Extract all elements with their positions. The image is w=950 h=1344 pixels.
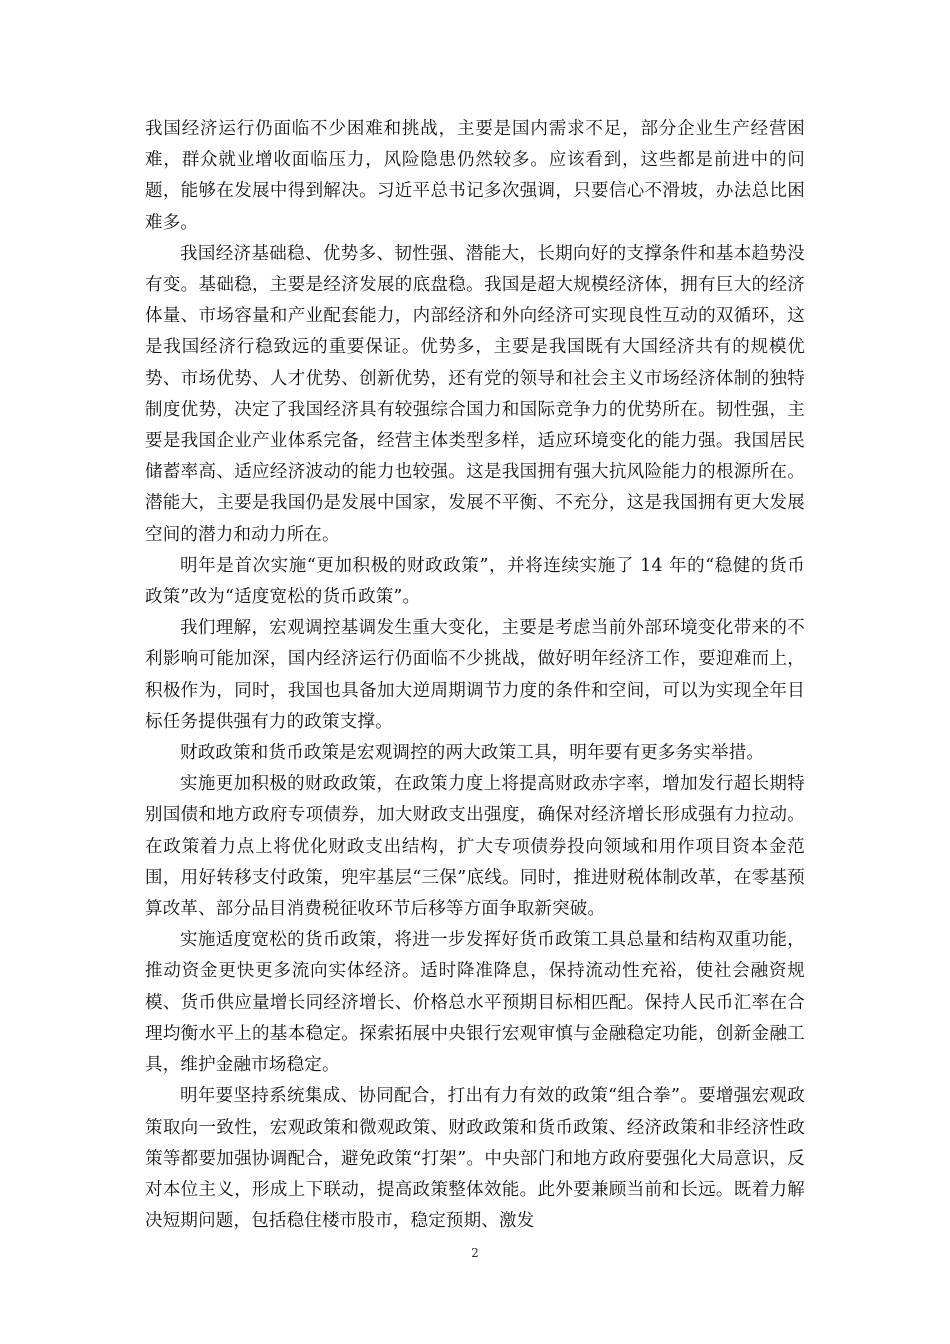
paragraph-policy-change: 明年是首次实施“更加积极的财政政策”，并将连续实施了 14 年的“稳健的货币政策”改为“适度宽松的货币政策”。 [145, 555, 805, 608]
paragraph-economic-strengths: 我国经济基础稳、优势多、韧性强、潜能大，长期向好的支撑条件和基本趋势没有变。基础稳，主要是经济发展的底盘稳。我国是超大规模经济体，拥有巨大的经济体量、市场容量和产业配套能力，内部经济和外向经济可实现良性互动的双循环，这是我国经济行稳致远的重要保证。优势多，主要是我国既有大国经济共有的规模优势、市场优势、人才优势、创新优势，还有党的领导和社会主义市场经济体制的独特制度优势，决定了我国经济具有较强综合国力和国际竞争力的优势所在。韧性强，主要是我国企业产业体系完备，经营主体类型多样，适应环境变化的能力强。我国居民储蓄率高、适应经济波动的能力也较强。这是我国拥有强大抗风险能力的根源所在。潜能大，主要是我国仍是发展中国家，发展不平衡、不充分，这是我国拥有更大发展空间的潜力和动力所在。 [145, 243, 805, 545]
paragraph-macro-adjustment: 我们理解，宏观调控基调发生重大变化，主要是考虑当前外部环境变化带来的不利影响可能加深，国内经济运行仍面临不少挑战，做好明年经济工作，要迎难而上，积极作为，同时，我国也具备加大逆周期调节力度的条件和空间，可以为实现全年目标任务提供强有力的政策支撑。 [145, 618, 805, 732]
paragraph-fiscal-policy: 实施更加积极的财政政策，在政策力度上将提高财政赤字率，增加发行超长期特别国债和地方政府专项债券，加大财政支出强度，确保对经济增长形成强有力拉动。在政策着力点上将优化财政支出结构，扩大专项债券投向领域和用作项目资本金范围，用好转移支付政策，兜牢基层“三保”底线。同时，推进财税体制改革，在零基预算改革、部分品目消费税征收环节后移等方面争取新突破。 [145, 774, 805, 920]
paragraph-policy-coordination: 明年要坚持系统集成、协同配合，打出有力有效的政策“组合拳”。要增强宏观政策取向一致性，宏观政策和微观政策、财政政策和货币政策、经济政策和非经济性政策等都要加强协调配合，避免政策“打架”。中央部门和地方政府要强化大局意识，反对本位主义，形成上下联动，提高政策整体效能。此外要兼顾当前和长远。既着力解决短期问题，包括稳住楼市股市，稳定预期、激发 [145, 1086, 805, 1232]
body-text [145, 114, 805, 1237]
page-number: 2 [471, 1246, 479, 1260]
paragraph-economic-difficulties: 我国经济运行仍面临不少困难和挑战，主要是国内需求不足，部分企业生产经营困难，群众就业增收面临压力，风险隐患仍然较多。应该看到，这些都是前进中的问题，能够在发展中得到解决。习近平总书记多次强调，只要信心不滑坡，办法总比困难多。 [145, 119, 805, 233]
paragraph-monetary-policy: 实施适度宽松的货币政策，将进一步发挥好货币政策工具总量和结构双重功能，推动资金更快更多流向实体经济。适时降准降息，保持流动性充裕，使社会融资规模、货币供应量增长同经济增长、价格总水平预期目标相匹配。保持人民币汇率在合理均衡水平上的基本稳定。探索拓展中央银行宏观审慎与金融稳定功能，创新金融工具，维护金融市场稳定。 [145, 930, 805, 1076]
paragraph-policy-tools: 财政政策和货币政策是宏观调控的两大政策工具，明年要有更多务实举措。 [180, 743, 765, 764]
